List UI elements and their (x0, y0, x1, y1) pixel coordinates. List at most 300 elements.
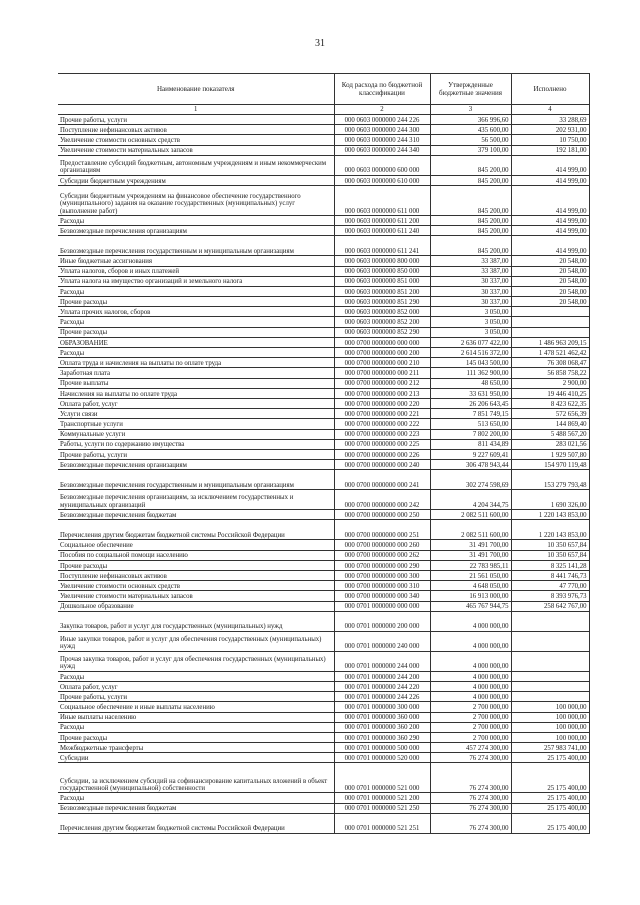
row-executed (511, 317, 589, 327)
row-executed: 1 220 143 853,00 (511, 520, 589, 540)
row-executed: 25 175 400,00 (511, 763, 589, 793)
row-name: Пособия по социальной помощи населению (58, 550, 334, 560)
row-code: 000 0603 0000000 611 240 (334, 226, 430, 236)
table-row (58, 581, 589, 591)
row-approved: 30 337,00 (430, 276, 511, 286)
table-row (58, 348, 589, 358)
row-code: 000 0700 0000000 000 223 (334, 429, 430, 439)
row-executed: 10 350 657,84 (511, 540, 589, 550)
table-row (58, 793, 589, 803)
row-name: Работы, услуги по содержанию имущества (58, 439, 334, 449)
row-code: 000 0603 0000000 851 200 (334, 286, 430, 296)
row-approved: 4 648 050,00 (430, 581, 511, 591)
row-approved: 16 913 000,00 (430, 591, 511, 601)
table-row (58, 115, 589, 125)
row-executed (511, 651, 589, 671)
row-approved: 513 650,00 (430, 419, 511, 429)
row-executed: 414 999,00 (511, 155, 589, 175)
row-code: 000 0701 0000000 000 000 (334, 601, 430, 611)
row-approved: 56 500,00 (430, 135, 511, 145)
table-body (58, 115, 589, 834)
row-code: 000 0700 0000000 000 210 (334, 358, 430, 368)
row-name: Предоставление субсидий бюджетным, автономным учреждениям и иным некоммерческим организациям (58, 155, 334, 175)
row-approved: 30 337,00 (430, 286, 511, 296)
row-approved: 2 614 516 372,00 (430, 348, 511, 358)
row-executed: 144 869,40 (511, 419, 589, 429)
row-approved: 2 636 077 422,00 (430, 337, 511, 347)
row-executed: 1 486 963 209,15 (511, 337, 589, 347)
row-name: Субсидии бюджетным учреждениям (58, 175, 334, 185)
row-approved: 302 274 598,69 (430, 470, 511, 490)
row-approved: 31 491 700,00 (430, 540, 511, 550)
table-row (58, 317, 589, 327)
table-row (58, 753, 589, 763)
table-row (58, 560, 589, 570)
row-name: Начисления на выплаты по оплате труда (58, 388, 334, 398)
row-approved: 457 274 300,00 (430, 743, 511, 753)
table-row (58, 327, 589, 337)
row-executed (511, 631, 589, 651)
row-executed: 56 858 758,22 (511, 368, 589, 378)
row-name: Прочие расходы (58, 560, 334, 570)
row-approved: 4 204 344,75 (430, 490, 511, 510)
table-row (58, 712, 589, 722)
row-name: Прочие работы, услуги (58, 449, 334, 459)
row-name: Безвозмездные перечисления бюджетам (58, 510, 334, 520)
row-approved: 4 000 000,00 (430, 651, 511, 671)
row-executed: 100 000,00 (511, 722, 589, 732)
row-name: Увеличение стоимости материальных запасов (58, 145, 334, 155)
column-number: 3 (430, 105, 511, 115)
row-name: Расходы (58, 793, 334, 803)
row-executed: 100 000,00 (511, 702, 589, 712)
row-code: 000 0603 0000000 851 000 (334, 276, 430, 286)
table-row (58, 591, 589, 601)
row-approved: 30 337,00 (430, 297, 511, 307)
row-code: 000 0700 0000000 000 310 (334, 581, 430, 591)
row-code: 000 0700 0000000 000 300 (334, 571, 430, 581)
row-executed: 33 288,69 (511, 115, 589, 125)
row-approved: 4 000 000,00 (430, 692, 511, 702)
table-row (58, 358, 589, 368)
row-approved: 33 387,00 (430, 266, 511, 276)
row-name: Дошкольное образование (58, 601, 334, 611)
table-row (58, 470, 589, 490)
row-name: Безвозмездные перечисления государственным и муниципальным организациям (58, 470, 334, 490)
row-executed: 8 325 141,28 (511, 560, 589, 570)
row-name: Перечисления другим бюджетам бюджетной системы Российской Федерации (58, 813, 334, 833)
row-code: 000 0603 0000000 850 000 (334, 266, 430, 276)
table-row (58, 297, 589, 307)
table-row (58, 175, 589, 185)
row-name: Безвозмездные перечисления организациям (58, 226, 334, 236)
row-code: 000 0700 0000000 000 242 (334, 490, 430, 510)
row-executed: 414 999,00 (511, 236, 589, 256)
row-name: Прочие расходы (58, 327, 334, 337)
row-code: 000 0701 0000000 244 200 (334, 671, 430, 681)
row-approved: 76 274 300,00 (430, 813, 511, 833)
row-approved: 21 561 050,00 (430, 571, 511, 581)
row-code: 000 0701 0000000 521 200 (334, 793, 430, 803)
row-code: 000 0700 0000000 000 200 (334, 348, 430, 358)
row-code: 000 0701 0000000 240 000 (334, 631, 430, 651)
row-code: 000 0701 0000000 244 000 (334, 651, 430, 671)
column-number-row (58, 105, 589, 115)
row-name: Межбюджетные трансферты (58, 743, 334, 753)
row-approved: 845 200,00 (430, 185, 511, 215)
row-name: Увеличение стоимости материальных запасов (58, 591, 334, 601)
row-name: Транспортные услуги (58, 419, 334, 429)
table-row (58, 368, 589, 378)
table-row (58, 681, 589, 691)
row-code: 000 0700 0000000 000 213 (334, 388, 430, 398)
table-row (58, 125, 589, 135)
row-name: Услуги связи (58, 409, 334, 419)
table-row (58, 155, 589, 175)
row-approved: 33 631 950,00 (430, 388, 511, 398)
row-approved: 76 274 300,00 (430, 803, 511, 813)
row-name: Прочие расходы (58, 732, 334, 742)
row-code: 000 0603 0000000 611 000 (334, 185, 430, 215)
row-name: Поступление нефинансовых активов (58, 571, 334, 581)
table-row (58, 276, 589, 286)
row-code: 000 0700 0000000 000 211 (334, 368, 430, 378)
table-row (58, 409, 589, 419)
row-approved: 2 082 511 600,00 (430, 510, 511, 520)
row-executed: 19 446 410,25 (511, 388, 589, 398)
row-executed: 20 548,00 (511, 256, 589, 266)
row-name: Безвозмездные перечисления организациям (58, 460, 334, 470)
row-executed: 202 931,00 (511, 125, 589, 135)
row-executed: 25 175 400,00 (511, 813, 589, 833)
row-executed: 76 308 068,47 (511, 358, 589, 368)
table-row (58, 286, 589, 296)
row-name: Перечисления другим бюджетам бюджетной системы Российской Федерации (58, 520, 334, 540)
row-executed: 2 900,00 (511, 378, 589, 388)
table-row (58, 631, 589, 651)
row-executed: 25 175 400,00 (511, 803, 589, 813)
row-executed: 20 548,00 (511, 286, 589, 296)
row-approved: 845 200,00 (430, 215, 511, 225)
row-executed: 25 175 400,00 (511, 793, 589, 803)
row-name: Иные выплаты населению (58, 712, 334, 722)
table-row (58, 743, 589, 753)
row-executed: 153 279 793,48 (511, 470, 589, 490)
row-name: Увеличение стоимости основных средств (58, 581, 334, 591)
table-row (58, 722, 589, 732)
row-name: Прочие расходы (58, 297, 334, 307)
row-approved: 7 851 749,15 (430, 409, 511, 419)
header-name: Наименование показателя (58, 74, 334, 105)
row-name: Социальное обеспечение и иные выплаты населению (58, 702, 334, 712)
row-code: 000 0701 0000000 200 000 (334, 611, 430, 631)
table-row (58, 215, 589, 225)
row-executed: 192 181,00 (511, 145, 589, 155)
table-row (58, 236, 589, 256)
table-row (58, 378, 589, 388)
row-name: Субсидии бюджетным учреждениям на финансовое обеспечение государственного (муниципального) задания на оказание государственных (муниципальных) услуг (выполнение работ) (58, 185, 334, 215)
row-executed: 8 441 746,73 (511, 571, 589, 581)
row-code: 000 0701 0000000 300 000 (334, 702, 430, 712)
row-code: 000 0700 0000000 000 000 (334, 337, 430, 347)
row-approved: 76 274 300,00 (430, 753, 511, 763)
row-name: Поступление нефинансовых активов (58, 125, 334, 135)
row-name: Безвозмездные перечисления организациям, за исключением государственных и муниципальных организаций (58, 490, 334, 510)
row-name: Расходы (58, 215, 334, 225)
row-code: 000 0603 0000000 852 000 (334, 307, 430, 317)
row-code: 000 0700 0000000 000 225 (334, 439, 430, 449)
table-row (58, 813, 589, 833)
row-code: 000 0603 0000000 244 226 (334, 115, 430, 125)
table-row (58, 763, 589, 793)
row-name: Прочая закупка товаров, работ и услуг для обеспечения государственных (муниципальных) нужд (58, 651, 334, 671)
row-executed: 20 548,00 (511, 266, 589, 276)
table-row (58, 256, 589, 266)
row-code: 000 0603 0000000 611 241 (334, 236, 430, 256)
table-row (58, 307, 589, 317)
column-number: 4 (511, 105, 589, 115)
row-code: 000 0603 0000000 244 300 (334, 125, 430, 135)
row-executed: 20 548,00 (511, 297, 589, 307)
row-approved: 2 700 000,00 (430, 732, 511, 742)
table-row (58, 803, 589, 813)
row-code: 000 0700 0000000 000 250 (334, 510, 430, 520)
row-code: 000 0701 0000000 521 250 (334, 803, 430, 813)
row-approved: 4 000 000,00 (430, 631, 511, 651)
row-name: Увеличение стоимости основных средств (58, 135, 334, 145)
row-approved: 845 200,00 (430, 175, 511, 185)
row-approved: 31 491 700,00 (430, 550, 511, 560)
row-name: Субсидии, за исключением субсидий на софинансирование капитальных вложений в объект государственной (муниципальной) собственности (58, 763, 334, 793)
row-code: 000 0700 0000000 000 260 (334, 540, 430, 550)
row-code: 000 0701 0000000 500 000 (334, 743, 430, 753)
row-approved: 435 600,00 (430, 125, 511, 135)
row-approved: 2 700 000,00 (430, 722, 511, 732)
table-row (58, 226, 589, 236)
row-code: 000 0701 0000000 360 000 (334, 712, 430, 722)
row-name: Оплата труда и начисления на выплаты по оплате труда (58, 358, 334, 368)
row-name: Расходы (58, 671, 334, 681)
row-name: Прочие работы, услуги (58, 692, 334, 702)
table-row (58, 651, 589, 671)
row-approved: 465 767 944,75 (430, 601, 511, 611)
table-row (58, 135, 589, 145)
row-approved: 306 478 943,44 (430, 460, 511, 470)
table-row (58, 145, 589, 155)
row-name: Уплата прочих налогов, сборов (58, 307, 334, 317)
table-row (58, 732, 589, 742)
row-executed (511, 307, 589, 317)
row-code: 000 0700 0000000 000 240 (334, 460, 430, 470)
row-name: Расходы (58, 317, 334, 327)
row-code: 000 0700 0000000 000 290 (334, 560, 430, 570)
row-executed (511, 681, 589, 691)
table-row (58, 540, 589, 550)
row-executed: 414 999,00 (511, 215, 589, 225)
row-code: 000 0701 0000000 360 200 (334, 722, 430, 732)
row-approved: 33 387,00 (430, 256, 511, 266)
row-approved: 3 050,00 (430, 307, 511, 317)
row-executed: 414 999,00 (511, 175, 589, 185)
row-approved: 26 206 643,45 (430, 398, 511, 408)
column-number: 1 (58, 105, 334, 115)
row-name: Безвозмездные перечисления государственным и муниципальным организациям (58, 236, 334, 256)
row-code: 000 0700 0000000 000 241 (334, 470, 430, 490)
row-approved: 4 000 000,00 (430, 671, 511, 681)
table-row (58, 388, 589, 398)
row-approved: 9 227 609,41 (430, 449, 511, 459)
row-executed: 258 642 767,00 (511, 601, 589, 611)
row-code: 000 0701 0000000 520 000 (334, 753, 430, 763)
table-row (58, 550, 589, 560)
row-code: 000 0701 0000000 244 220 (334, 681, 430, 691)
table-row (58, 439, 589, 449)
table-row (58, 601, 589, 611)
row-executed: 8 393 976,73 (511, 591, 589, 601)
row-code: 000 0700 0000000 000 212 (334, 378, 430, 388)
table-row (58, 398, 589, 408)
row-code: 000 0603 0000000 244 340 (334, 145, 430, 155)
row-executed: 154 970 119,48 (511, 460, 589, 470)
row-executed (511, 692, 589, 702)
row-executed: 47 770,00 (511, 581, 589, 591)
row-code: 000 0701 0000000 244 226 (334, 692, 430, 702)
row-executed: 572 656,39 (511, 409, 589, 419)
table-row (58, 510, 589, 520)
row-code: 000 0700 0000000 000 340 (334, 591, 430, 601)
row-name: Оплата работ, услуг (58, 398, 334, 408)
table-row (58, 692, 589, 702)
row-approved: 76 274 300,00 (430, 793, 511, 803)
row-approved: 2 700 000,00 (430, 702, 511, 712)
table-row (58, 611, 589, 631)
row-name: Иные закупки товаров, работ и услуг для обеспечения государственных (муниципальных) нужд (58, 631, 334, 651)
row-approved: 111 362 900,00 (430, 368, 511, 378)
row-approved: 2 082 511 600,00 (430, 520, 511, 540)
table-header-row (58, 74, 589, 105)
row-approved: 7 802 200,00 (430, 429, 511, 439)
row-name: Уплата налогов, сборов и иных платежей (58, 266, 334, 276)
table-row (58, 419, 589, 429)
row-code: 000 0603 0000000 852 200 (334, 317, 430, 327)
row-name: Прочие работы, услуги (58, 115, 334, 125)
row-executed (511, 671, 589, 681)
row-approved: 3 050,00 (430, 327, 511, 337)
row-executed: 414 999,00 (511, 185, 589, 215)
row-code: 000 0700 0000000 000 262 (334, 550, 430, 560)
row-executed: 1 929 507,80 (511, 449, 589, 459)
row-executed (511, 327, 589, 337)
row-name: Оплата работ, услуг (58, 681, 334, 691)
row-executed: 1 478 521 462,42 (511, 348, 589, 358)
table-row (58, 490, 589, 510)
table-row (58, 460, 589, 470)
row-code: 000 0700 0000000 000 251 (334, 520, 430, 540)
row-approved: 22 783 985,11 (430, 560, 511, 570)
page-number: 31 (315, 38, 325, 49)
row-approved: 4 000 000,00 (430, 611, 511, 631)
row-code: 000 0700 0000000 000 226 (334, 449, 430, 459)
row-code: 000 0603 0000000 851 290 (334, 297, 430, 307)
row-executed: 100 000,00 (511, 712, 589, 722)
row-name: Заработная плата (58, 368, 334, 378)
row-name: Субсидии (58, 753, 334, 763)
header-code: Код расхода по бюджетной классификации (334, 74, 430, 105)
row-executed: 25 175 400,00 (511, 753, 589, 763)
table-row (58, 337, 589, 347)
row-code: 000 0603 0000000 600 000 (334, 155, 430, 175)
row-code: 000 0700 0000000 000 221 (334, 409, 430, 419)
row-executed: 20 548,00 (511, 276, 589, 286)
row-name: Безвозмездные перечисления бюджетам (58, 803, 334, 813)
row-approved: 845 200,00 (430, 226, 511, 236)
row-approved: 2 700 000,00 (430, 712, 511, 722)
table-row (58, 266, 589, 276)
row-approved: 845 200,00 (430, 236, 511, 256)
row-approved: 76 274 300,00 (430, 763, 511, 793)
row-approved: 3 050,00 (430, 317, 511, 327)
table-row (58, 702, 589, 712)
header-approved: Утвержденные бюджетные значения (430, 74, 511, 105)
row-name: Уплата налога на имущество организаций и земельного налога (58, 276, 334, 286)
row-approved: 145 043 500,00 (430, 358, 511, 368)
row-executed: 283 021,56 (511, 439, 589, 449)
row-name: Расходы (58, 286, 334, 296)
row-code: 000 0701 0000000 360 290 (334, 732, 430, 742)
table-row (58, 429, 589, 439)
row-approved: 845 200,00 (430, 155, 511, 175)
table-row (58, 449, 589, 459)
row-executed: 100 000,00 (511, 732, 589, 742)
row-executed: 414 999,00 (511, 226, 589, 236)
budget-execution-table (58, 73, 590, 834)
column-number: 2 (334, 105, 430, 115)
row-executed: 8 423 622,35 (511, 398, 589, 408)
row-executed: 257 983 741,00 (511, 743, 589, 753)
row-name: Иные бюджетные ассигнования (58, 256, 334, 266)
table-row (58, 520, 589, 540)
row-executed: 1 690 326,00 (511, 490, 589, 510)
row-executed: 10 750,00 (511, 135, 589, 145)
row-name: Коммунальные услуги (58, 429, 334, 439)
table-row (58, 185, 589, 215)
row-code: 000 0700 0000000 000 220 (334, 398, 430, 408)
row-executed (511, 611, 589, 631)
header-executed: Исполнено (511, 74, 589, 105)
row-code: 000 0603 0000000 800 000 (334, 256, 430, 266)
row-name: Прочие выплаты (58, 378, 334, 388)
row-code: 000 0603 0000000 610 000 (334, 175, 430, 185)
row-executed: 5 488 567,20 (511, 429, 589, 439)
row-code: 000 0700 0000000 000 222 (334, 419, 430, 429)
row-code: 000 0701 0000000 521 000 (334, 763, 430, 793)
row-name: Социальное обеспечение (58, 540, 334, 550)
row-name: Расходы (58, 722, 334, 732)
row-name: Расходы (58, 348, 334, 358)
row-name: Закупка товаров, работ и услуг для государственных (муниципальных) нужд (58, 611, 334, 631)
row-code: 000 0701 0000000 521 251 (334, 813, 430, 833)
table-row (58, 571, 589, 581)
row-executed: 10 350 657,84 (511, 550, 589, 560)
row-code: 000 0603 0000000 244 310 (334, 135, 430, 145)
row-approved: 379 100,00 (430, 145, 511, 155)
row-approved: 366 996,60 (430, 115, 511, 125)
row-code: 000 0603 0000000 852 290 (334, 327, 430, 337)
row-name: ОБРАЗОВАНИЕ (58, 337, 334, 347)
table-row (58, 671, 589, 681)
row-executed: 1 220 143 853,00 (511, 510, 589, 520)
row-approved: 48 650,00 (430, 378, 511, 388)
